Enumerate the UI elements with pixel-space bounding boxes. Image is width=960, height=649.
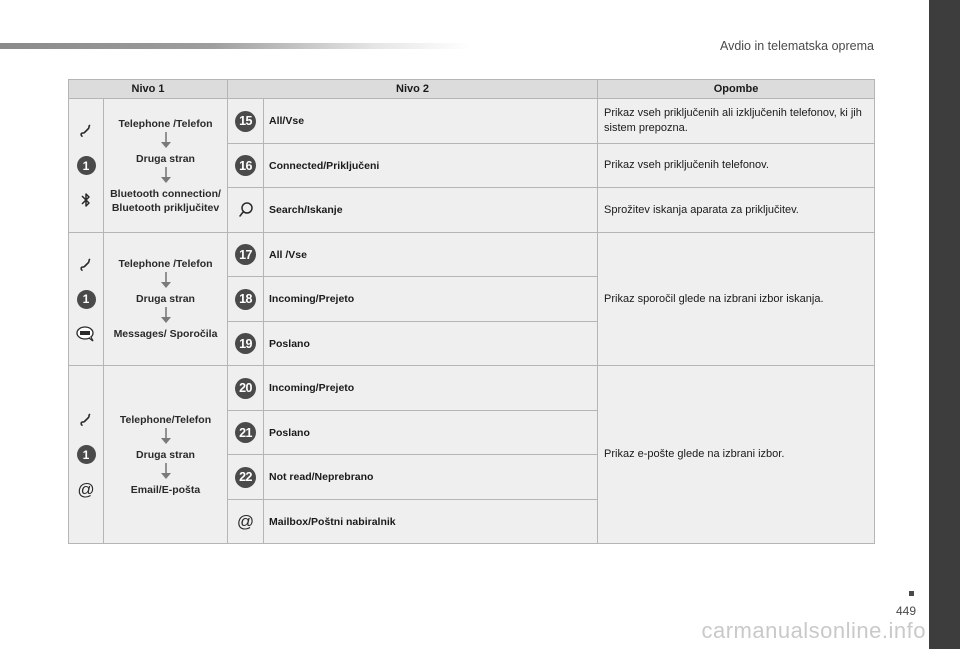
level1-menu: [104, 366, 228, 544]
arrow-down-icon: [160, 167, 172, 183]
option-note: Prikaz sporočil glede na izbrani izbor iskanja.: [598, 233, 875, 366]
menu-item-email: Email/E-pošta: [130, 483, 201, 496]
column-header-opombe: Opombe: [598, 80, 875, 99]
level1-icons: [69, 233, 104, 366]
sms-icon: [75, 323, 97, 345]
search-icon: [237, 201, 255, 219]
badge-20: 20: [235, 378, 256, 399]
section-title: Avdio in telematska oprema: [719, 39, 874, 53]
badge-21: 21: [235, 422, 256, 443]
badge-16: 16: [235, 155, 256, 176]
at-icon: @: [236, 512, 255, 531]
option-label: Incoming/Prejeto: [264, 366, 598, 411]
phone-icon: [75, 254, 97, 276]
menu-item-telephone: Telephone /Telefon: [118, 117, 213, 130]
side-bar: [929, 0, 960, 649]
option-label: Connected/Priključeni: [264, 144, 598, 188]
badge-19: 19: [235, 333, 256, 354]
badge-15: 15: [235, 111, 256, 132]
level1-icons: [69, 366, 104, 544]
step-badge: 1: [77, 156, 96, 175]
phone-icon: [75, 409, 97, 431]
level1-menu: [104, 233, 228, 366]
option-note: Prikaz e-pošte glede na izbrani izbor.: [598, 366, 875, 544]
phone-icon: [75, 120, 97, 142]
option-note: Prikaz vseh priključenih telefonov.: [598, 144, 875, 188]
step-badge: 1: [77, 445, 96, 464]
level1-menu: [104, 99, 228, 233]
table-row: [69, 99, 875, 144]
table-header-row: [69, 80, 875, 99]
menu-item-telephone: Telephone /Telefon: [118, 258, 213, 270]
badge-18: 18: [235, 289, 256, 310]
option-label: All /Vse: [264, 233, 598, 277]
arrow-down-icon: [160, 307, 172, 323]
option-label: Mailbox/Poštni nabiralnik: [264, 500, 598, 544]
option-label: Incoming/Prejeto: [264, 277, 598, 322]
menu-item-druga-stran: Druga stran: [136, 448, 195, 461]
arrow-down-icon: [160, 132, 172, 148]
at-icon: @: [77, 479, 95, 499]
step-badge: 1: [77, 290, 96, 309]
menu-item-telephone: Telephone/Telefon: [119, 413, 212, 426]
column-header-nivo1: Nivo 1: [69, 80, 228, 99]
option-label: All/Vse: [264, 99, 598, 144]
column-header-nivo2: Nivo 2: [228, 80, 598, 99]
option-label: Poslano: [264, 411, 598, 455]
menu-item-druga-stran: Druga stran: [136, 152, 195, 165]
level1-icons: [69, 99, 104, 233]
menu-item-bluetooth: Bluetooth connection/ Bluetooth priključitev: [110, 187, 221, 214]
menu-item-druga-stran: Druga stran: [136, 293, 195, 305]
table-row: [69, 366, 875, 411]
option-label: Search/Iskanje: [264, 188, 598, 233]
option-label: Poslano: [264, 322, 598, 366]
badge-22: 22: [235, 467, 256, 488]
page-number: 449: [895, 604, 916, 618]
arrow-down-icon: [160, 428, 172, 444]
option-note: Sprožitev iskanja aparata za priključitev.: [598, 188, 875, 233]
arrow-down-icon: [160, 272, 172, 288]
navigation-table: [68, 79, 875, 544]
bluetooth-icon: [75, 189, 97, 211]
arrow-down-icon: [160, 463, 172, 479]
badge-17: 17: [235, 244, 256, 265]
page-marker: [909, 591, 914, 596]
watermark: carmanualsonline.info: [701, 618, 926, 643]
option-label: Not read/Neprebrano: [264, 455, 598, 500]
menu-item-messages: Messages/ Sporočila: [113, 328, 218, 340]
option-note: Prikaz vseh priključenih ali izključenih telefonov, ki jih sistem prepozna.: [598, 99, 875, 144]
table-row: [69, 233, 875, 277]
header-rule: [0, 43, 470, 49]
